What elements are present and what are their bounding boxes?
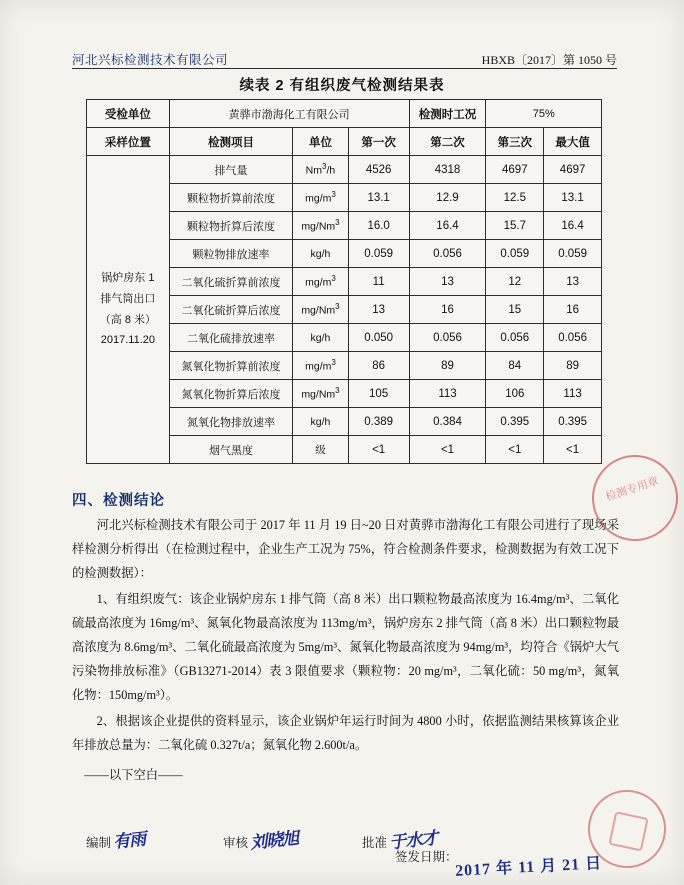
cell-max: 13 [544, 268, 602, 296]
cell-max: <1 [544, 436, 602, 464]
cell-max: 113 [544, 380, 602, 408]
issue-date-label: 签发日期： [395, 850, 458, 864]
page-header [72, 50, 617, 68]
header-company: 河北兴标检测技术有限公司 [72, 53, 229, 67]
cell-unit: mg/Nm$^3$ [293, 296, 348, 324]
cell-item: 氮氧化物排放速率 [169, 408, 292, 436]
cell-v1: 0.059 [348, 240, 409, 268]
approve-signature: 于水才 [388, 828, 439, 853]
cell-v3: 0.395 [486, 408, 544, 436]
sampling-position-cell [87, 156, 170, 464]
cell-max: 0.056 [544, 324, 602, 352]
cell-v3: 12.5 [486, 184, 544, 212]
cell-item: 颗粒物折算前浓度 [169, 184, 292, 212]
cell-item: 排气量 [169, 156, 292, 184]
cell-item: 二氧化硫排放速率 [169, 324, 292, 352]
cell-v1: 16.0 [348, 212, 409, 240]
cell-v1: 86 [348, 352, 409, 380]
conclusion-paragraph: 2、根据该企业提供的资料显示，该企业锅炉年运行时间为 4800 小时，依据监测结果核算该企业年排放总量为：二氧化硫 0.327t/a；氮氧化物 2.600t/a。 [72, 713, 619, 752]
cell-unit: 级 [293, 436, 348, 464]
cell-v2: 12.9 [409, 184, 486, 212]
signature-row [86, 826, 606, 851]
conclusion-paragraph: 1、有组织废气：该企业锅炉房东 1 排气筒（高 8 米）出口颗粒物最高浓度为 16.4mg/m³、二氧化硫最高浓度为 16mg/m³、氮氧化物最高浓度为 113mg/m³，锅炉房东 2 排气筒（高 8 米）出口颗粒物最高浓度为 8.6mg/m³、二氧化硫最高浓度为 5mg/m³、氮氧化物最高浓度为 94mg/m³，均符合《锅炉大气污染物排放标准》（GB13271-2014）表 3 限值要求（颗粒物：20 mg/m³，二氧化硫：50 mg/m³，氮氧化物：150mg/m³）。 [72, 591, 619, 702]
cell-unit: kg/h [293, 324, 348, 352]
signature-review [223, 826, 298, 851]
cell-v3: 106 [486, 380, 544, 408]
cell-max: 4697 [544, 156, 602, 184]
col-unit: 单位 [293, 128, 348, 156]
review-label: 审核 [223, 836, 249, 850]
cell-max: 89 [544, 352, 602, 380]
value-working-condition: 75% [486, 100, 602, 128]
inspection-seal-stamp: 检测专用章 [581, 444, 684, 552]
cell-v1: 13 [348, 296, 409, 324]
sampling-position-line: 2017.11.20 [100, 334, 156, 347]
cell-max: 0.059 [544, 240, 602, 268]
table-row-unit-info [87, 100, 602, 128]
cell-v2: <1 [409, 436, 486, 464]
cell-item: 氮氧化物折算后浓度 [169, 380, 292, 408]
conclusion-title: 四、检测结论 [72, 493, 165, 509]
cell-v1: 4526 [348, 156, 409, 184]
cell-unit: $mg/m^3$ [293, 268, 348, 296]
cell-unit: kg/h [293, 240, 348, 268]
cell-v1: <1 [348, 436, 409, 464]
cell-v1: 13.1 [348, 184, 409, 212]
cell-v2: 4318 [409, 156, 486, 184]
compile-label: 编制 [86, 836, 112, 850]
cell-v2: 16 [409, 296, 486, 324]
cell-item: 氮氧化物折算前浓度 [169, 352, 292, 380]
label-working-condition: 检测时工况 [409, 100, 486, 128]
page-title: 续表 2 有组织废气检测结果表 [239, 78, 445, 94]
cell-v1: 105 [348, 380, 409, 408]
cell-v2: 16.4 [409, 212, 486, 240]
col-test-item: 检测项目 [169, 128, 292, 156]
table-row [87, 156, 602, 184]
cell-item: 二氧化硫折算前浓度 [169, 268, 292, 296]
cell-unit: kg/h [293, 408, 348, 436]
cell-v3: 12 [486, 268, 544, 296]
sampling-position-line: 排气筒出口 [100, 292, 156, 305]
col-max: 最大值 [544, 128, 602, 156]
header-divider [72, 68, 617, 69]
cell-unit: mg/Nm$^3$ [293, 212, 348, 240]
header-report-no: HBXB〔2017〕第 1050 号 [481, 53, 617, 67]
cell-item: 二氧化硫折算后浓度 [169, 296, 292, 324]
cell-v2: 0.384 [409, 408, 486, 436]
cell-v3: 84 [486, 352, 544, 380]
col-second: 第二次 [409, 128, 486, 156]
approve-label: 批准 [362, 836, 388, 850]
emission-results-table [86, 99, 602, 464]
review-signature: 刘晓旭 [249, 828, 300, 853]
cell-max: 16 [544, 296, 602, 324]
cell-v3: 0.059 [486, 240, 544, 268]
cell-max: 0.395 [544, 408, 602, 436]
compile-signature: 有雨 [112, 829, 147, 852]
cell-max: 13.1 [544, 184, 602, 212]
issue-date-value: 2017 年 11 月 21 日 [454, 855, 603, 880]
table-header-row [87, 128, 602, 156]
cell-v1: 0.389 [348, 408, 409, 436]
cell-item: 颗粒物排放速率 [169, 240, 292, 268]
cell-v2: 13 [409, 268, 486, 296]
signature-compile [86, 826, 145, 851]
cell-v3: 4697 [486, 156, 544, 184]
sampling-position-line: （高 8 米） [99, 313, 157, 326]
cell-v2: 0.056 [409, 240, 486, 268]
cell-v2: 113 [409, 380, 486, 408]
cell-v3: 15.7 [486, 212, 544, 240]
col-sampling-position: 采样位置 [87, 128, 170, 156]
cell-unit: mg/Nm$^3$ [293, 380, 348, 408]
cell-max: 16.4 [544, 212, 602, 240]
cell-v1: 0.050 [348, 324, 409, 352]
sampling-position-line: 锅炉房东 1 [101, 271, 155, 284]
value-inspected-unit: 黄骅市渤海化工有限公司 [169, 100, 409, 128]
cell-item: 烟气黑度 [169, 436, 292, 464]
cell-unit: $mg/m^3$ [293, 184, 348, 212]
conclusion-body [72, 514, 619, 790]
cell-v2: 0.056 [409, 324, 486, 352]
cell-unit: $mg/m^3$ [293, 352, 348, 380]
conclusion-paragraph: 河北兴标检测技术有限公司于 2017 年 11 月 19 日~20 日对黄骅市渤海化工有限公司进行了现场采样检测分析得出（在检测过程中，企业生产工况为 75%，符合检测条件要求，检测数据为有效工况下的检测数据）： [72, 518, 619, 580]
cell-v1: 11 [348, 268, 409, 296]
blank-marker: ——以下空白—— [84, 767, 183, 782]
col-first: 第一次 [348, 128, 409, 156]
cell-unit: Nm$^3$/h [293, 156, 348, 184]
cell-v3: 0.056 [486, 324, 544, 352]
cell-v2: 89 [409, 352, 486, 380]
label-inspected-unit: 受检单位 [87, 100, 170, 128]
cell-item: 颗粒物折算后浓度 [169, 212, 292, 240]
col-third: 第三次 [486, 128, 544, 156]
cell-v3: 15 [486, 296, 544, 324]
cell-v3: <1 [486, 436, 544, 464]
